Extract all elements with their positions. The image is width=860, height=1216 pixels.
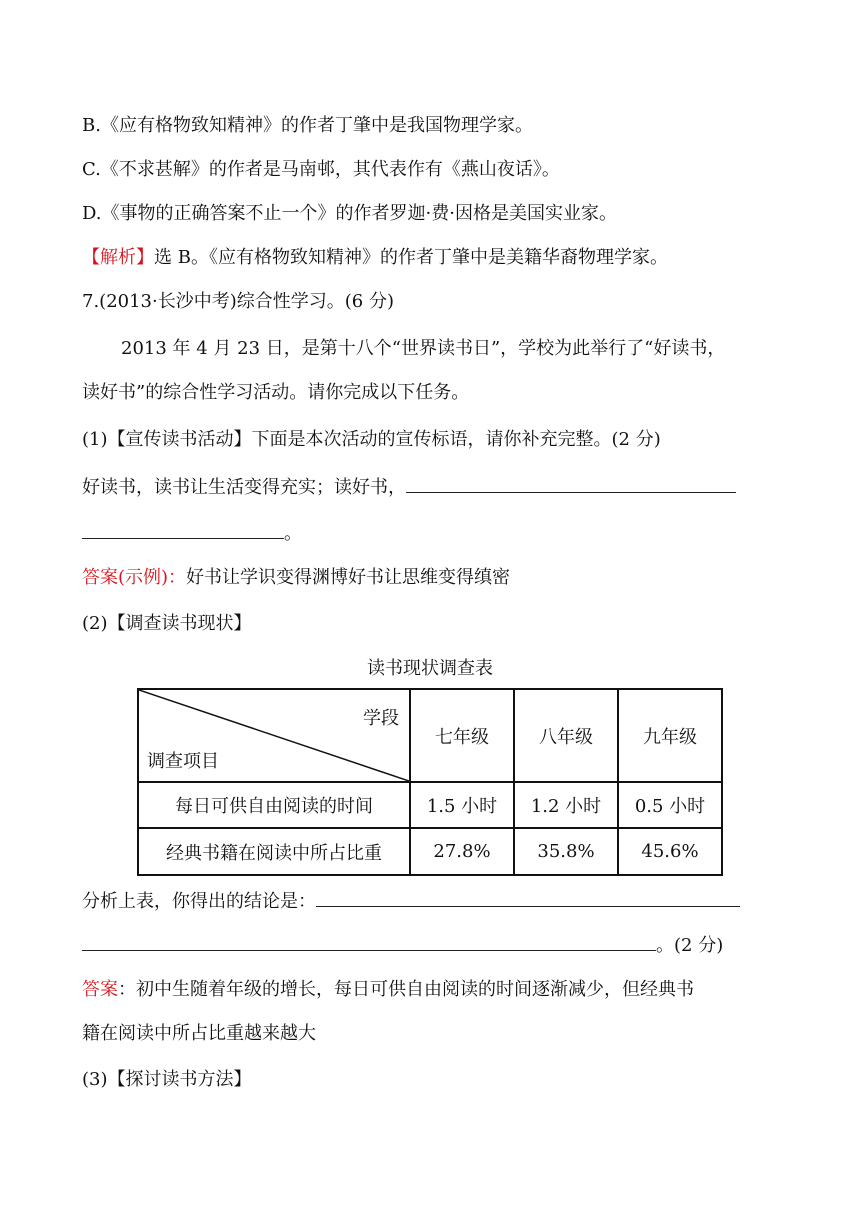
part2-blank-line <box>82 932 723 958</box>
header-item-label: 调查项目 <box>147 751 219 772</box>
part1-end: 。 <box>284 523 302 544</box>
question-intro-2: 读好书”的综合性学习活动。请你完成以下任务。 <box>82 382 470 403</box>
part3-title: (3)【探讨读书方法】 <box>82 1069 252 1090</box>
table-cell: 45.6% <box>618 828 722 875</box>
table-row <box>138 782 722 828</box>
part1-answer-text: 好书让学识变得渊博好书让思维变得缜密 <box>186 567 511 588</box>
option-b: B.《应有格物致知精神》的作者丁肇中是我国物理学家。 <box>82 115 533 136</box>
answer-blank-2a[interactable] <box>316 888 740 907</box>
part1-prompt-line <box>82 474 736 500</box>
grade-header-9: 九年级 <box>618 689 722 782</box>
analysis-line <box>82 246 668 270</box>
answer-blank-2b[interactable] <box>82 932 656 951</box>
part2-prompt: 分析上表，你得出的结论是： <box>82 891 316 912</box>
table-cell: 0.5 小时 <box>618 782 722 828</box>
part1-title: (1)【宣传读书活动】下面是本次活动的宣传标语，请你补充完整。(2 分) <box>82 429 661 450</box>
part2-answer-line-2: 籍在阅读中所占比重越来越大 <box>82 1023 316 1044</box>
part2-prompt-line <box>82 888 740 914</box>
table-row <box>138 828 722 875</box>
row-label: 经典书籍在阅读中所占比重 <box>138 828 410 875</box>
answer-blank-1a[interactable] <box>406 474 736 493</box>
analysis-tag: 【解析】 <box>82 247 154 268</box>
answer-blank-1b[interactable] <box>82 520 284 539</box>
part1-answer-tag: 答案(示例)： <box>82 567 187 588</box>
question-intro-1: 2013 年 4 月 23 日，是第十八个“世界读书日”，学校为此举行了“好读书， <box>121 338 726 359</box>
row-label: 每日可供自由阅读的时间 <box>138 782 410 828</box>
part1-blank-line <box>82 520 302 546</box>
analysis-text: 选 B。《应有格物致知精神》的作者丁肇中是美籍华裔物理学家。 <box>154 247 668 268</box>
option-c: C.《不求甚解》的作者是马南邨，其代表作有《燕山夜话》。 <box>82 159 560 180</box>
grade-header-8: 八年级 <box>514 689 618 782</box>
part2-end: 。(2 分) <box>656 935 724 956</box>
table-cell: 1.5 小时 <box>410 782 514 828</box>
part2-answer-text-1: ：初中生随着年级的增长，每日可供自由阅读的时间逐渐减少，但经典书 <box>118 979 694 1000</box>
table-cell: 27.8% <box>410 828 514 875</box>
table-cell: 35.8% <box>514 828 618 875</box>
diagonal-header-cell <box>138 689 410 782</box>
header-grade-label: 学段 <box>363 708 399 729</box>
survey-table <box>137 688 723 876</box>
part1-answer <box>82 566 510 590</box>
grade-header-7: 七年级 <box>410 689 514 782</box>
part1-prompt: 好读书，读书让生活变得充实；读好书， <box>82 477 406 498</box>
part2-answer-line-1 <box>82 978 694 1002</box>
question-header: 7.(2013·长沙中考)综合性学习。(6 分) <box>82 291 394 312</box>
table-caption: 读书现状调查表 <box>367 658 493 679</box>
option-d: D.《事物的正确答案不止一个》的作者罗迦·费·因格是美国实业家。 <box>82 203 617 224</box>
part2-answer-tag: 答案 <box>82 979 118 1000</box>
table-cell: 1.2 小时 <box>514 782 618 828</box>
part2-title: (2)【调查读书现状】 <box>82 613 252 634</box>
